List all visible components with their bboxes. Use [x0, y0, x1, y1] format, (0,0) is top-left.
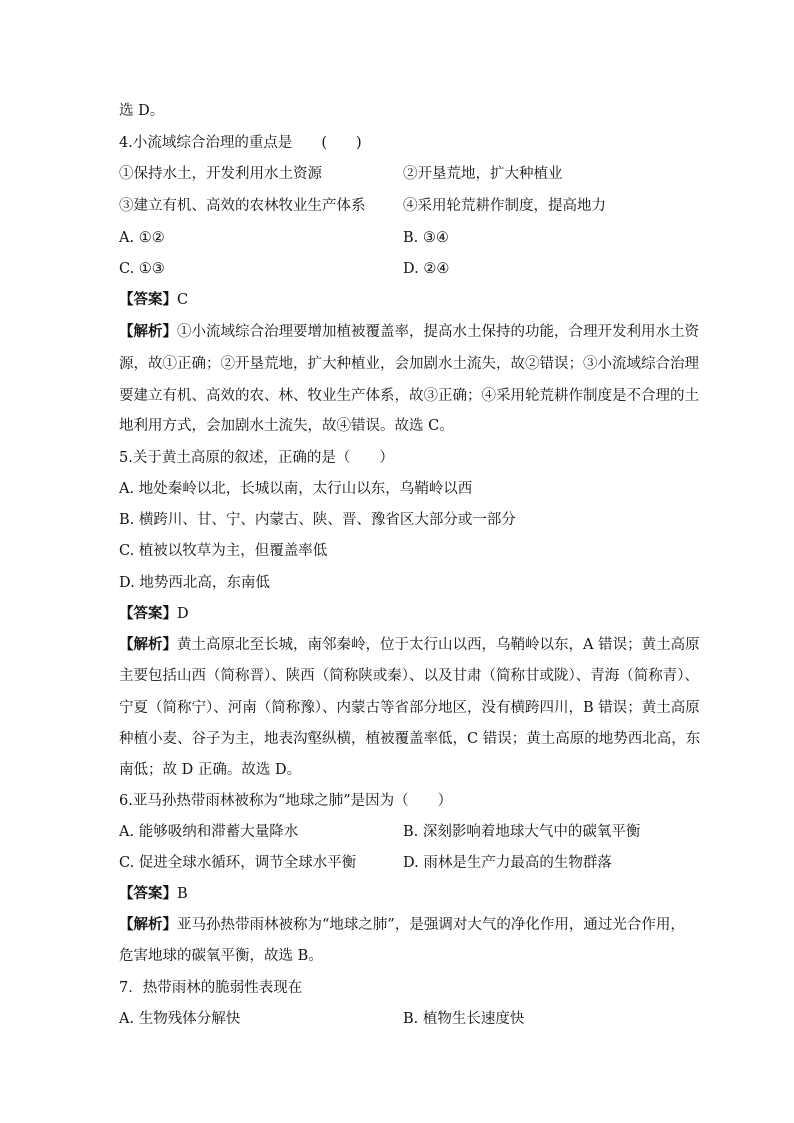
question-7-stem: 7．热带雨林的脆弱性表现在	[119, 980, 303, 996]
text-line: 南低；故 D 正确。故选 D。	[119, 762, 302, 778]
explanation-tag: 【解析】	[119, 916, 177, 933]
text-line: 要建立有机、高效的农、林、牧业生产体系，故③正确；④采用轮荒耕作制度是不合理的土	[119, 388, 699, 404]
q5-option-d: D. 地势西北高，东南低	[119, 575, 270, 591]
text-line: 选 D。	[119, 103, 165, 119]
q4-answer	[119, 290, 188, 310]
answer-tag: 【答案】	[119, 291, 177, 308]
text-line: 主要包括山西（简称晋）、陕西（简称陕或秦）、以及甘肃（简称甘或陇）、青海（简称青）、	[119, 668, 699, 684]
question-6-stem: 6.亚马孙热带雨林被称为“地球之肺”是因为（ ）	[119, 793, 453, 809]
q4-explanation	[119, 322, 699, 342]
q4-option-a: A. ①②	[119, 230, 165, 246]
question-5-stem: 5.关于黄土高原的叙述，正确的是（ ）	[119, 450, 394, 466]
q5-answer	[119, 604, 189, 624]
q6-option-a: A. 能够吸纳和滞蓄大量降水	[119, 824, 299, 840]
explanation-text: 黄土高原北至长城，南邻秦岭，位于太行山以西，乌鞘岭以东，A 错误；黄土高原	[177, 637, 700, 653]
explanation-text: ①小流域综合治理要增加植被覆盖率，提高水土保持的功能，合理开发利用水土资	[177, 324, 699, 340]
q5-option-b: B. 横跨川、甘、宁、内蒙古、陕、晋、豫省区大部分或一部分	[119, 512, 516, 528]
text-line: 危害地球的碳氧平衡，故选 B。	[119, 948, 323, 964]
q6-option-c: C. 促进全球水循环，调节全球水平衡	[119, 855, 357, 871]
q4-statement-4: ④采用轮荒耕作制度，提高地力	[403, 198, 606, 214]
explanation-tag: 【解析】	[119, 636, 177, 653]
q6-answer	[119, 884, 188, 904]
explanation-tag: 【解析】	[119, 323, 177, 340]
q4-statement-2: ②开垦荒地，扩大种植业	[403, 166, 563, 182]
answer-tag: 【答案】	[119, 885, 177, 902]
explanation-text: 亚马孙热带雨林被称为“地球之肺”，是强调对大气的净化作用，通过光合作用，	[177, 917, 685, 933]
question-4-stem: 4.小流域综合治理的重点是 ( )	[119, 135, 362, 151]
text-line: 源，故①正确；②开垦荒地，扩大种植业，会加剧水土流失，故②错误；③小流域综合治理	[119, 356, 699, 372]
q6-option-b: B. 深刻影响着地球大气中的碳氧平衡	[403, 824, 641, 840]
text-line: 种植小麦、谷子为主，地表沟壑纵横，植被覆盖率低，C 错误；黄土高原的地势西北高，东	[119, 731, 701, 747]
q4-option-c: C. ①③	[119, 261, 165, 277]
q6-option-d: D. 雨林是生产力最高的生物群落	[403, 855, 612, 871]
q4-option-b: B. ③④	[403, 230, 449, 246]
q7-option-a: A. 生物残体分解快	[119, 1011, 241, 1027]
text-line: 宁夏（简称宁）、河南（简称豫）、内蒙古等省部分地区，没有横跨四川，B 错误；黄土高原	[119, 700, 700, 716]
q5-option-c: C. 植被以牧草为主，但覆盖率低	[119, 543, 328, 559]
q7-option-b: B. 植物生长速度快	[403, 1011, 525, 1027]
q5-explanation	[119, 635, 700, 655]
answer-value: C	[177, 292, 189, 308]
answer-value: D	[177, 606, 189, 622]
q6-explanation	[119, 915, 685, 935]
q4-statement-3: ③建立有机、高效的农林牧业生产体系	[119, 198, 366, 214]
q4-option-d: D. ②④	[403, 261, 450, 277]
q4-statement-1: ①保持水土，开发利用水土资源	[119, 166, 322, 182]
answer-tag: 【答案】	[119, 605, 177, 622]
text-line: 地利用方式，会加剧水土流失，故④错误。故选 C。	[119, 418, 454, 434]
q5-option-a: A. 地处秦岭以北，长城以南，太行山以东，乌鞘岭以西	[119, 481, 473, 497]
answer-value: B	[177, 886, 188, 902]
